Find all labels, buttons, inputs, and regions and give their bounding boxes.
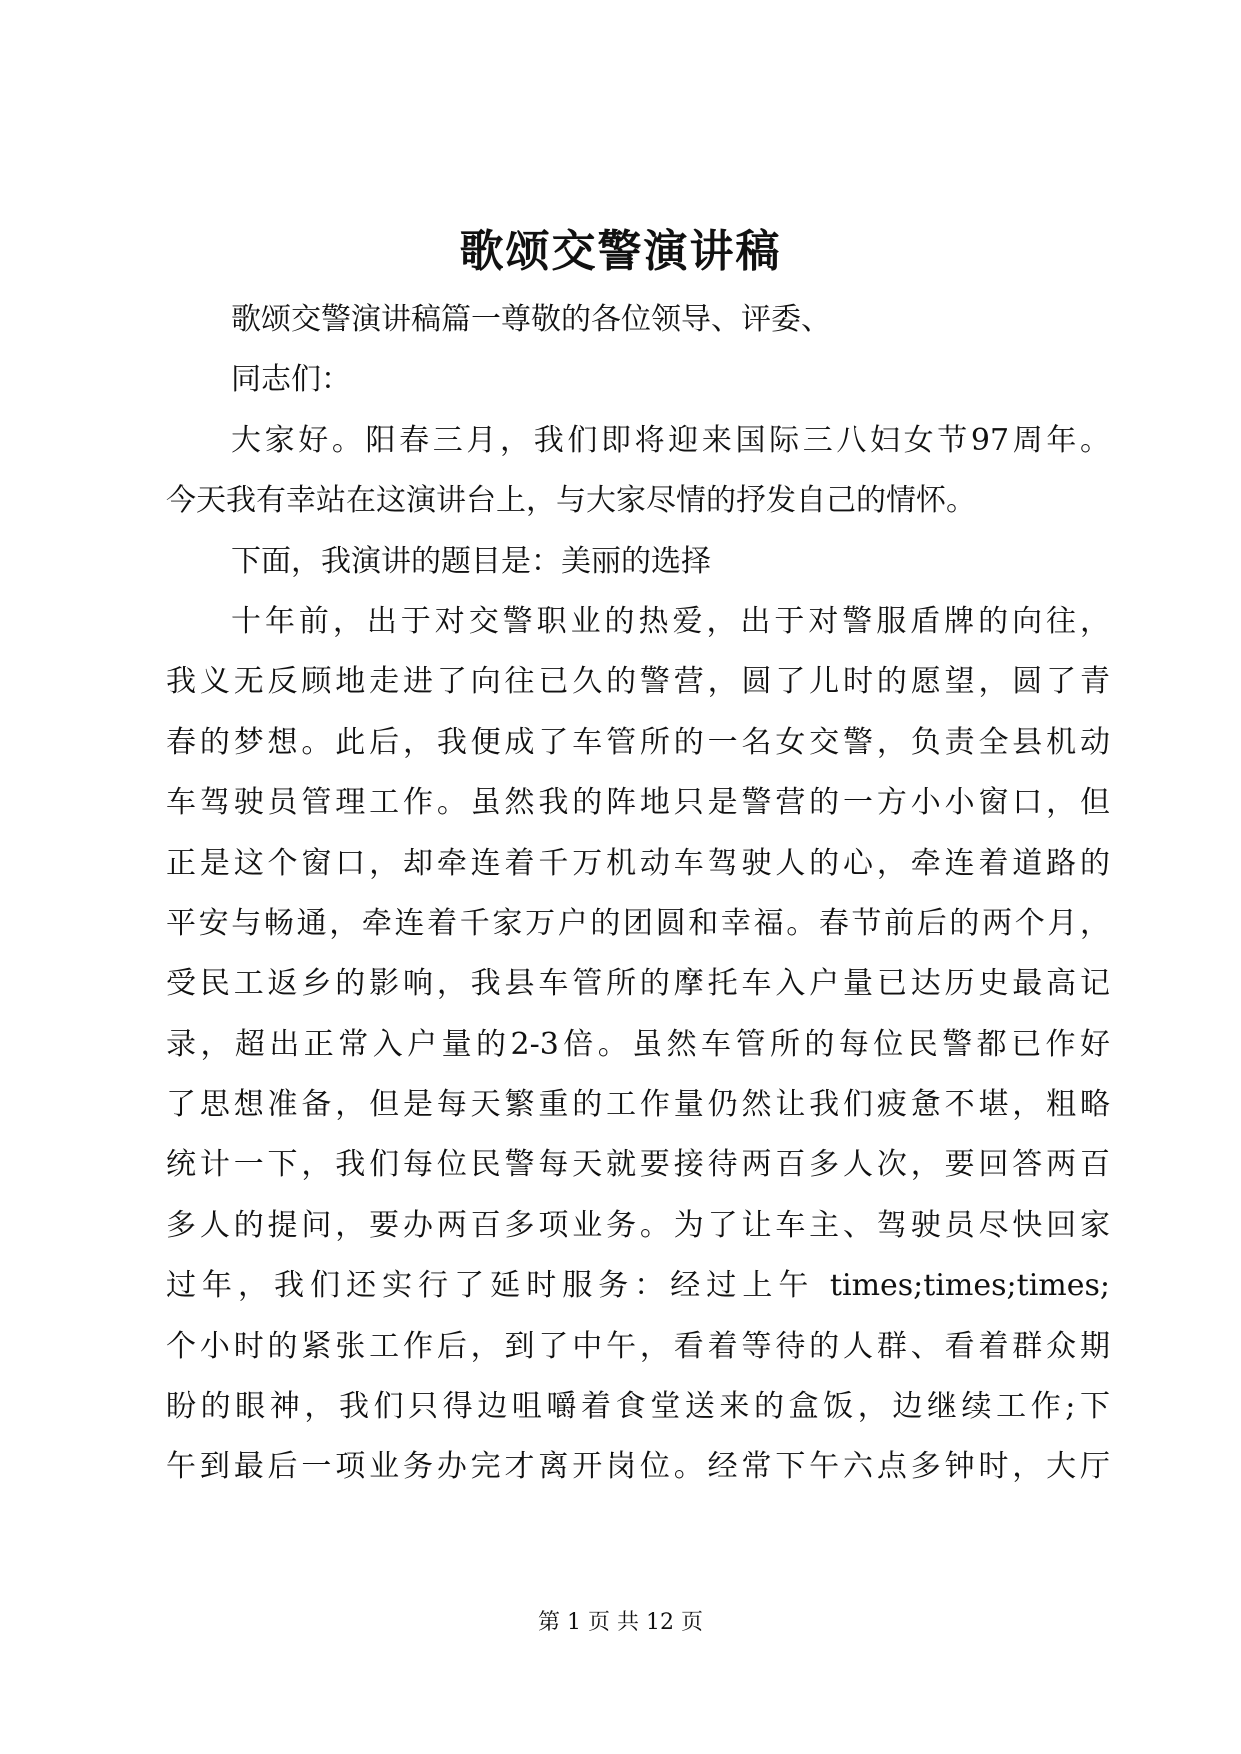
paragraph-line: 正是这个窗口，却牵连着千万机动车驾驶人的心，牵连着道路的 [166,845,1110,881]
paragraph-line: 平安与畅通，牵连着千家万户的团圆和幸福。春节前后的两个月， [166,905,1110,941]
paragraph-line: 十年前，出于对交警职业的热爱，出于对警服盾牌的向往， [231,603,1110,639]
paragraph-line: 盼的眼神，我们只得边咀嚼着食堂送来的盒饭，边继续工作;下 [166,1389,1110,1425]
paragraph-line: 个小时的紧张工作后，到了中午，看着等待的人群、看着群众期 [166,1328,1110,1364]
paragraph-line: 统计一下，我们每位民警每天就要接待两百多人次，要回答两百 [166,1147,1110,1183]
page-number-footer: 第 1 页 共 12 页 [538,1610,703,1635]
paragraph-line: 过年，我们还实行了延时服务：经过上午 times;times;times; [166,1268,1110,1304]
paragraph-line: 多人的提问，要办两百多项业务。为了让车主、驾驶员尽快回家 [166,1207,1110,1243]
paragraph-line: 大家好。阳春三月，我们即将迎来国际三八妇女节97周年。 [231,422,1110,458]
paragraph-line: 今天我有幸站在这演讲台上，与大家尽情的抒发自己的情怀。 [166,483,976,519]
document-body [166,290,1110,1498]
paragraph-line: 午到最后一项业务办完才离开岗位。经常下午六点多钟时，大厅 [166,1449,1110,1485]
document-title: 歌颂交警演讲稿 [459,226,782,277]
paragraph-line: 下面，我演讲的题目是：美丽的选择 [231,543,711,579]
paragraph-line: 同志们： [231,362,351,398]
paragraph-line: 我义无反顾地走进了向往已久的警营，圆了儿时的愿望，圆了青 [166,664,1110,700]
paragraph-line: 歌颂交警演讲稿篇一尊敬的各位领导、评委、 [231,302,831,337]
paragraph-line: 了思想准备，但是每天繁重的工作量仍然让我们疲惫不堪，粗略 [166,1087,1110,1123]
paragraph-line: 车驾驶员管理工作。虽然我的阵地只是警营的一方小小窗口，但 [166,785,1110,821]
paragraph-line: 受民工返乡的影响，我县车管所的摩托车入户量已达历史最高记 [166,966,1110,1002]
paragraph-line: 录，超出正常入户量的2-3倍。虽然车管所的每位民警都已作好 [166,1026,1110,1062]
paragraph-line: 春的梦想。此后，我便成了车管所的一名女交警，负责全县机动 [166,724,1110,760]
